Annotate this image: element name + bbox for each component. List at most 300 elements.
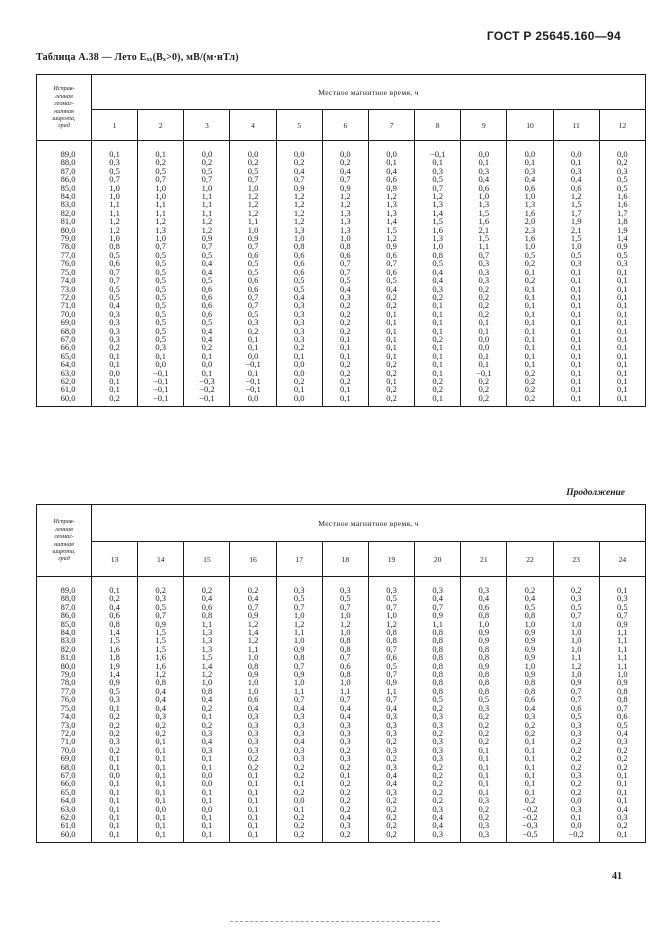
value-cell: −0,1	[461, 369, 507, 377]
value-cell: 0,2	[322, 301, 368, 309]
latitude-cell: 73,0	[37, 285, 92, 293]
table-row	[37, 830, 646, 843]
value-cell: 0,7	[92, 175, 138, 183]
value-cell: 0,4	[138, 704, 184, 712]
value-cell: 0,5	[276, 276, 322, 284]
value-cell: 0,2	[415, 377, 461, 385]
value-cell: 0,6	[322, 662, 368, 670]
value-cell: 0,4	[461, 594, 507, 602]
value-cell: 0,1	[138, 813, 184, 821]
value-cell: 1,1	[276, 687, 322, 695]
value-cell: 0,0	[461, 335, 507, 343]
latitude-cell: 73,0	[37, 721, 92, 729]
value-cell: 0,1	[230, 335, 276, 343]
latitude-cell: 78,0	[37, 242, 92, 250]
value-cell: 0,8	[461, 678, 507, 686]
footer-divider	[230, 921, 440, 922]
value-cell: 0,2	[599, 763, 645, 771]
value-cell: 0,6	[276, 259, 322, 267]
value-cell: 0,2	[276, 830, 322, 843]
value-cell: 0,1	[507, 301, 553, 309]
latitude-cell: 89,0	[37, 577, 92, 595]
value-cell: 1,1	[368, 687, 414, 695]
column-header-19: 19	[368, 542, 414, 577]
value-cell: 0,0	[276, 360, 322, 368]
latitude-cell: 74,0	[37, 712, 92, 720]
value-cell: 0,0	[230, 394, 276, 407]
value-cell: 0,1	[276, 385, 322, 393]
latitude-cell: 66,0	[37, 779, 92, 787]
value-cell: 0,5	[415, 695, 461, 703]
value-cell: 1,5	[138, 645, 184, 653]
value-cell: 0,3	[230, 746, 276, 754]
value-cell: 0,2	[553, 754, 599, 762]
column-header-10: 10	[507, 110, 553, 141]
value-cell: 0,8	[415, 662, 461, 670]
value-cell: 0,3	[276, 327, 322, 335]
value-cell: 0,5	[599, 721, 645, 729]
value-cell: 0,3	[230, 729, 276, 737]
value-cell: 1,3	[322, 226, 368, 234]
value-cell: 1,2	[553, 192, 599, 200]
latitude-cell: 65,0	[37, 352, 92, 360]
value-cell: 0,1	[507, 343, 553, 351]
value-cell: 0,1	[368, 343, 414, 351]
value-cell: 0,5	[138, 167, 184, 175]
value-cell: 0,1	[553, 343, 599, 351]
value-cell: 0,2	[461, 377, 507, 385]
value-cell: 0,6	[276, 251, 322, 259]
value-cell: 1,0	[138, 234, 184, 242]
value-cell: 0,4	[507, 594, 553, 602]
value-cell: 0,2	[322, 360, 368, 368]
value-cell: 0,1	[599, 318, 645, 326]
value-cell: 0,9	[322, 184, 368, 192]
value-cell: 1,6	[92, 645, 138, 653]
value-cell: 0,3	[553, 167, 599, 175]
value-cell: 0,3	[92, 158, 138, 166]
value-cell: 1,5	[461, 234, 507, 242]
value-cell: 0,2	[92, 394, 138, 407]
value-cell: 1,1	[461, 242, 507, 250]
value-cell: 1,9	[92, 662, 138, 670]
value-cell: 0,1	[553, 318, 599, 326]
value-cell: 0,1	[553, 285, 599, 293]
value-cell: 0,3	[138, 594, 184, 602]
value-cell: 0,1	[599, 268, 645, 276]
value-cell: 0,2	[322, 158, 368, 166]
value-cell: 0,9	[507, 636, 553, 644]
value-cell: 1,0	[276, 636, 322, 644]
value-cell: 0,1	[322, 385, 368, 393]
value-cell: 1,0	[276, 234, 322, 242]
value-cell: 0,5	[230, 268, 276, 276]
value-cell: 0,2	[276, 158, 322, 166]
latitude-cell: 80,0	[37, 662, 92, 670]
value-cell: 0,3	[368, 729, 414, 737]
value-cell: 0,3	[184, 729, 230, 737]
column-number-row	[37, 110, 646, 141]
value-cell: 0,8	[184, 611, 230, 619]
value-cell: 0,1	[599, 788, 645, 796]
value-cell: 0,2	[553, 577, 599, 595]
value-cell: 1,2	[138, 670, 184, 678]
value-cell: 0,3	[368, 746, 414, 754]
value-cell: 1,4	[599, 234, 645, 242]
value-cell: 2,1	[461, 226, 507, 234]
value-cell: 0,3	[322, 293, 368, 301]
value-cell: 0,2	[415, 779, 461, 787]
value-cell: 0,1	[599, 335, 645, 343]
value-cell: 0,1	[368, 310, 414, 318]
value-cell: 0,2	[322, 796, 368, 804]
value-cell: −0,1	[230, 385, 276, 393]
value-cell: 0,3	[368, 577, 414, 595]
value-cell: −0,1	[138, 385, 184, 393]
value-cell: 0,3	[461, 268, 507, 276]
value-cell: 0,8	[276, 242, 322, 250]
value-cell: 1,0	[322, 628, 368, 636]
value-cell: 0,1	[599, 830, 645, 843]
value-cell: 0,1	[599, 394, 645, 407]
value-cell: 1,6	[507, 234, 553, 242]
value-cell: 0,1	[322, 771, 368, 779]
value-cell: 1,6	[138, 653, 184, 661]
value-cell: 0,2	[461, 310, 507, 318]
value-cell: 1,2	[368, 620, 414, 628]
value-cell: 1,5	[368, 226, 414, 234]
value-cell: 0,1	[553, 360, 599, 368]
value-cell: 0,9	[415, 611, 461, 619]
value-cell: 0,2	[415, 796, 461, 804]
value-cell: 0,5	[138, 268, 184, 276]
value-cell: 0,3	[92, 335, 138, 343]
value-cell: 0,1	[92, 830, 138, 843]
value-cell: 0,4	[415, 268, 461, 276]
value-cell: 0,2	[415, 704, 461, 712]
value-cell: 0,1	[184, 830, 230, 843]
value-cell: 0,3	[368, 788, 414, 796]
value-cell: 0,2	[138, 729, 184, 737]
value-cell: 0,3	[92, 327, 138, 335]
value-cell: 0,9	[507, 628, 553, 636]
table-row	[37, 394, 646, 407]
value-cell: 0,0	[553, 821, 599, 829]
latitude-cell: 64,0	[37, 796, 92, 804]
value-cell: 0,2	[368, 813, 414, 821]
value-cell: 0,5	[276, 594, 322, 602]
column-header-20: 20	[415, 542, 461, 577]
value-cell: 0,8	[507, 611, 553, 619]
value-cell: 1,4	[184, 662, 230, 670]
value-cell: −0,5	[507, 830, 553, 843]
value-cell: 1,2	[92, 226, 138, 234]
latitude-cell: 60,0	[37, 830, 92, 843]
table-body	[37, 577, 646, 843]
value-cell: 1,0	[553, 636, 599, 644]
value-cell: 0,8	[461, 645, 507, 653]
value-cell: 0,1	[599, 771, 645, 779]
value-cell: 0,1	[184, 352, 230, 360]
value-cell: 0,1	[599, 285, 645, 293]
value-cell: 0,1	[368, 318, 414, 326]
latitude-cell: 78,0	[37, 678, 92, 686]
value-cell: 0,1	[230, 369, 276, 377]
value-cell: 0,0	[276, 796, 322, 804]
value-cell: 0,1	[507, 779, 553, 787]
value-cell: 0,1	[92, 805, 138, 813]
value-cell: 1,1	[92, 209, 138, 217]
value-cell: 1,3	[184, 628, 230, 636]
value-cell: 1,2	[276, 620, 322, 628]
value-cell: 0,7	[322, 268, 368, 276]
column-header-23: 23	[553, 542, 599, 577]
value-cell: 0,4	[230, 594, 276, 602]
value-cell: 0,1	[599, 276, 645, 284]
value-cell: 0,3	[415, 746, 461, 754]
value-cell: 0,2	[507, 369, 553, 377]
value-cell: 0,1	[230, 813, 276, 821]
value-cell: 0,4	[184, 335, 230, 343]
value-cell: 0,2	[322, 318, 368, 326]
value-cell: 0,1	[276, 352, 322, 360]
value-cell: 0,3	[553, 594, 599, 602]
column-number-row	[37, 542, 646, 577]
value-cell: 2,0	[507, 217, 553, 225]
value-cell: 0,3	[276, 301, 322, 309]
value-cell: 1,1	[599, 636, 645, 644]
value-cell: 0,4	[322, 712, 368, 720]
value-cell: 1,2	[553, 662, 599, 670]
value-cell: 1,2	[276, 192, 322, 200]
value-cell: −0,1	[415, 141, 461, 159]
value-cell: 0,2	[276, 763, 322, 771]
value-cell: 0,2	[92, 594, 138, 602]
value-cell: 0,5	[92, 251, 138, 259]
value-cell: 1,0	[184, 678, 230, 686]
value-cell: 0,9	[507, 653, 553, 661]
value-cell: 1,3	[322, 217, 368, 225]
value-cell: 0,5	[322, 276, 368, 284]
value-cell: 0,0	[92, 771, 138, 779]
value-cell: 1,0	[553, 242, 599, 250]
value-cell: 0,3	[553, 771, 599, 779]
value-cell: 0,1	[553, 813, 599, 821]
value-cell: 0,1	[415, 352, 461, 360]
value-cell: 0,3	[461, 830, 507, 843]
value-cell: 0,6	[599, 712, 645, 720]
value-cell: 0,0	[461, 141, 507, 159]
value-cell: 0,0	[276, 394, 322, 407]
value-cell: 0,1	[138, 779, 184, 787]
value-cell: 0,7	[368, 670, 414, 678]
value-cell: 0,2	[461, 813, 507, 821]
value-cell: 0,1	[138, 788, 184, 796]
value-cell: 0,2	[322, 788, 368, 796]
latitude-cell: 87,0	[37, 603, 92, 611]
latitude-cell: 61,0	[37, 385, 92, 393]
value-cell: 0,6	[184, 285, 230, 293]
value-cell: 0,6	[230, 285, 276, 293]
column-header-18: 18	[322, 542, 368, 577]
value-cell: 0,5	[368, 662, 414, 670]
column-header-12: 12	[599, 110, 645, 141]
value-cell: 0,2	[138, 721, 184, 729]
column-header-15: 15	[184, 542, 230, 577]
value-cell: 0,1	[599, 577, 645, 595]
value-cell: 0,3	[368, 712, 414, 720]
value-cell: 0,2	[461, 805, 507, 813]
value-cell: 0,7	[184, 242, 230, 250]
value-cell: 0,1	[138, 763, 184, 771]
value-cell: 0,5	[92, 687, 138, 695]
latitude-cell: 62,0	[37, 377, 92, 385]
value-cell: 0,2	[415, 771, 461, 779]
value-cell: 0,3	[276, 318, 322, 326]
value-cell: 0,3	[322, 729, 368, 737]
value-cell: −0,1	[230, 377, 276, 385]
value-cell: 0,8	[415, 670, 461, 678]
value-cell: 1,1	[138, 200, 184, 208]
value-cell: 0,7	[276, 175, 322, 183]
value-cell: 0,1	[507, 285, 553, 293]
value-cell: 0,4	[184, 594, 230, 602]
value-cell: 0,7	[138, 175, 184, 183]
value-cell: 1,5	[415, 217, 461, 225]
latitude-cell: 79,0	[37, 670, 92, 678]
value-cell: 0,2	[322, 830, 368, 843]
latitude-cell: 61,0	[37, 821, 92, 829]
value-cell: 0,8	[599, 695, 645, 703]
latitude-cell: 87,0	[37, 167, 92, 175]
value-cell: 0,1	[461, 327, 507, 335]
value-cell: 0,9	[368, 242, 414, 250]
value-cell: 0,2	[368, 830, 414, 843]
value-cell: 0,1	[461, 360, 507, 368]
value-cell: 1,1	[553, 653, 599, 661]
value-cell: 1,3	[276, 226, 322, 234]
value-cell: 0,7	[553, 611, 599, 619]
value-cell: 1,6	[415, 226, 461, 234]
value-cell: 0,0	[599, 141, 645, 159]
value-cell: 0,1	[599, 310, 645, 318]
column-header-7: 7	[368, 110, 414, 141]
value-cell: 0,7	[322, 695, 368, 703]
value-cell: 0,5	[138, 285, 184, 293]
value-cell: 0,2	[276, 771, 322, 779]
value-cell: 0,8	[507, 687, 553, 695]
value-cell: 1,5	[138, 628, 184, 636]
value-cell: 0,3	[322, 577, 368, 595]
value-cell: 0,2	[322, 327, 368, 335]
value-cell: 0,6	[507, 695, 553, 703]
value-cell: 0,7	[322, 653, 368, 661]
value-cell: 0,4	[276, 704, 322, 712]
value-cell: 0,3	[276, 335, 322, 343]
value-cell: 0,8	[138, 678, 184, 686]
value-cell: 0,9	[276, 670, 322, 678]
value-cell: 0,5	[138, 251, 184, 259]
value-cell: 0,1	[415, 318, 461, 326]
value-cell: 0,5	[138, 310, 184, 318]
latitude-cell: 70,0	[37, 310, 92, 318]
value-cell: 0,3	[415, 754, 461, 762]
value-cell: 0,5	[230, 259, 276, 267]
value-cell: 0,6	[322, 251, 368, 259]
value-cell: 0,5	[138, 276, 184, 284]
value-cell: 0,3	[92, 318, 138, 326]
value-cell: 1,0	[368, 611, 414, 619]
value-cell: 0,0	[553, 796, 599, 804]
table-row	[37, 577, 646, 595]
value-cell: 0,1	[138, 830, 184, 843]
value-cell: 0,1	[322, 335, 368, 343]
value-cell: 0,2	[553, 788, 599, 796]
value-cell: 0,1	[415, 158, 461, 166]
value-cell: 0,1	[507, 771, 553, 779]
value-cell: 0,7	[368, 259, 414, 267]
value-cell: 0,1	[599, 385, 645, 393]
value-cell: 0,3	[138, 343, 184, 351]
value-cell: 0,7	[138, 242, 184, 250]
value-cell: 1,5	[553, 234, 599, 242]
value-cell: 0,2	[368, 385, 414, 393]
value-cell: 0,4	[599, 729, 645, 737]
value-cell: 0,8	[461, 670, 507, 678]
value-cell: 0,5	[92, 285, 138, 293]
value-cell: 0,7	[368, 603, 414, 611]
value-cell: 0,7	[230, 242, 276, 250]
value-cell: 0,2	[368, 737, 414, 745]
value-cell: 1,3	[322, 209, 368, 217]
value-cell: 0,2	[322, 369, 368, 377]
value-cell: 0,7	[230, 175, 276, 183]
value-cell: 0,1	[92, 754, 138, 762]
value-cell: 0,7	[276, 662, 322, 670]
value-cell: 0,2	[184, 721, 230, 729]
value-cell: 0,9	[461, 636, 507, 644]
value-cell: 1,4	[368, 217, 414, 225]
value-cell: 1,3	[415, 234, 461, 242]
value-cell: 0,3	[138, 712, 184, 720]
value-cell: 0,1	[138, 771, 184, 779]
value-cell: 1,1	[230, 645, 276, 653]
value-cell: 0,3	[553, 805, 599, 813]
latitude-cell: 60,0	[37, 394, 92, 407]
value-cell: 0,0	[184, 360, 230, 368]
value-cell: 0,1	[184, 813, 230, 821]
latitude-cell: 83,0	[37, 200, 92, 208]
value-cell: 0,1	[276, 805, 322, 813]
value-cell: 0,7	[138, 611, 184, 619]
latitude-cell: 80,0	[37, 226, 92, 234]
value-cell: 0,1	[507, 737, 553, 745]
value-cell: 0,1	[138, 796, 184, 804]
value-cell: 0,6	[230, 276, 276, 284]
value-cell: 2,1	[553, 226, 599, 234]
value-cell: 1,2	[322, 620, 368, 628]
value-cell: 0,1	[322, 352, 368, 360]
latitude-cell: 81,0	[37, 653, 92, 661]
value-cell: 0,3	[599, 167, 645, 175]
value-cell: 0,1	[599, 369, 645, 377]
value-cell: 0,0	[184, 141, 230, 159]
value-cell: 1,6	[599, 192, 645, 200]
value-cell: 1,2	[230, 620, 276, 628]
value-cell: 1,6	[461, 217, 507, 225]
value-cell: 0,3	[276, 729, 322, 737]
value-cell: 0,3	[276, 754, 322, 762]
